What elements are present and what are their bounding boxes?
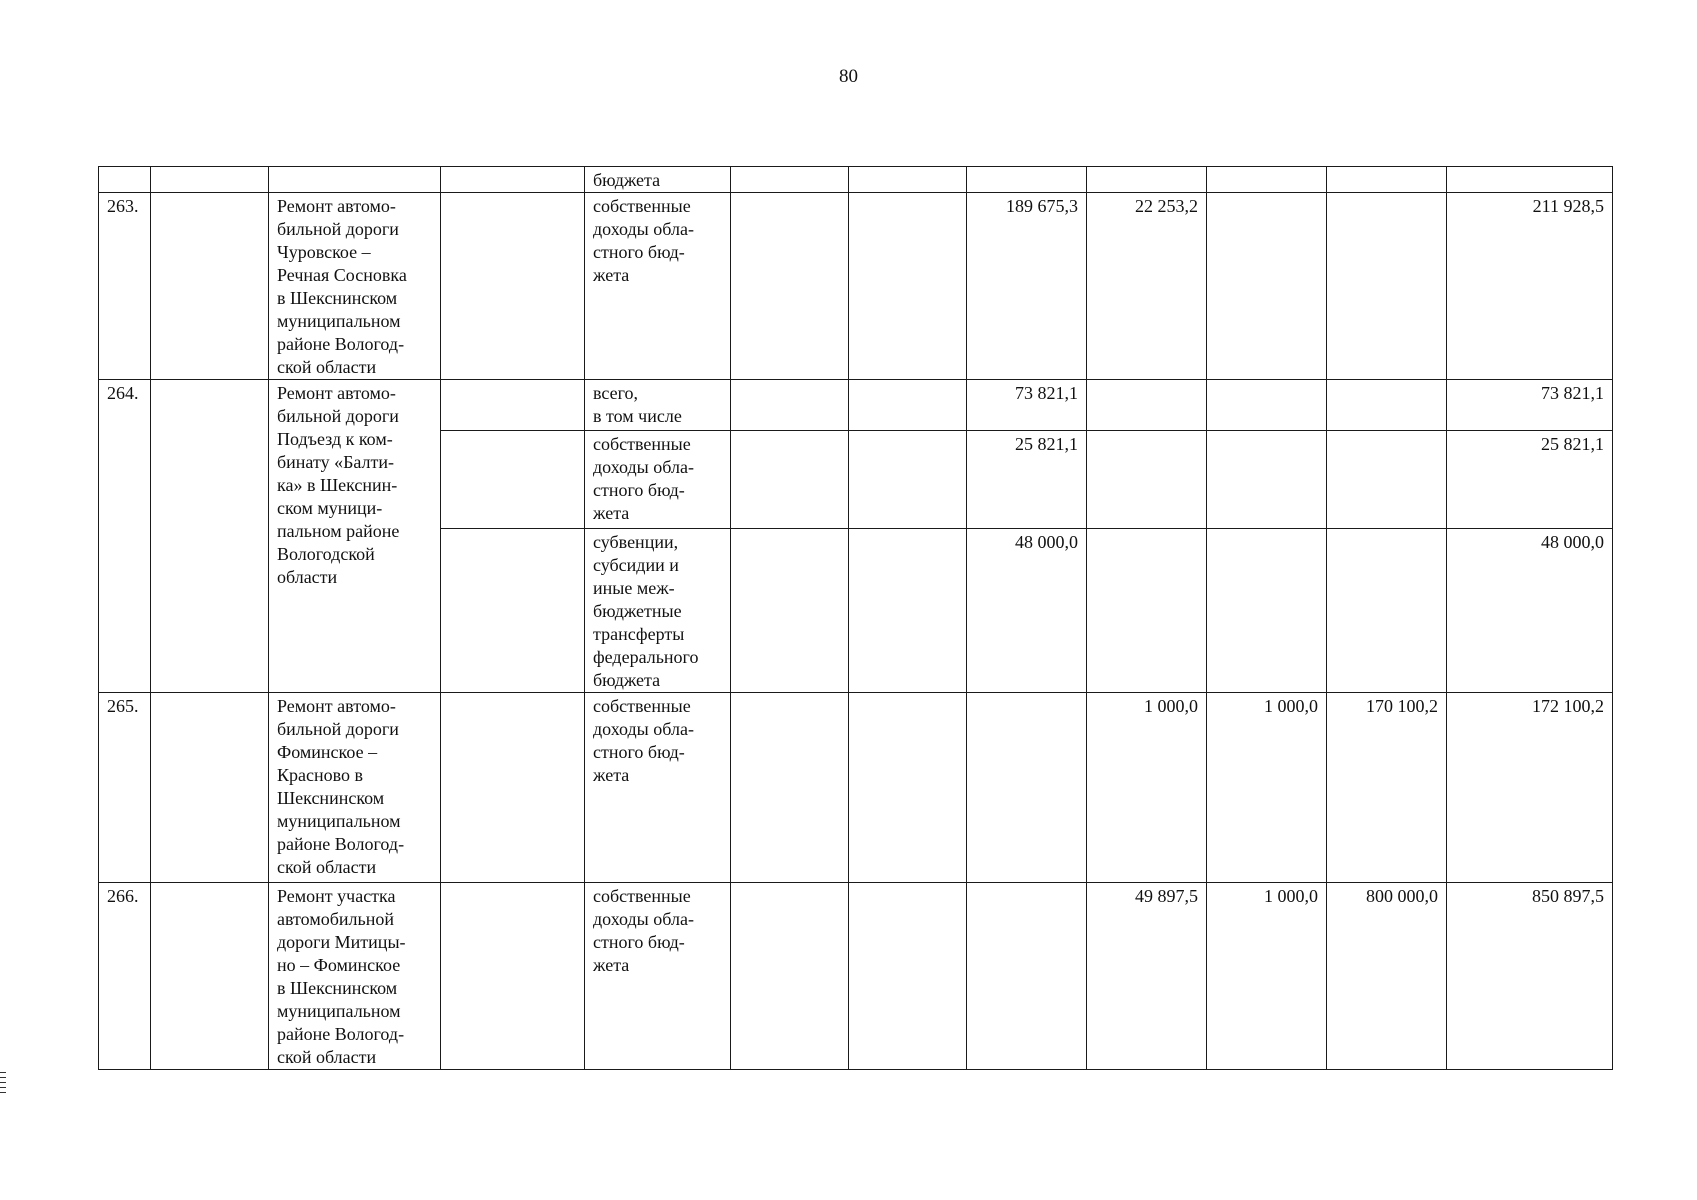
empty-cell (731, 693, 849, 883)
road-repair-table (98, 166, 1613, 1070)
object-name: Ремонт участка автомобильной дороги Митицы- но – Фоминское в Шекснинском муниципальном районе Вологод- ской области (269, 883, 441, 1070)
table-row (99, 693, 1613, 883)
funding-source: всего, в том числе (585, 380, 731, 431)
empty-cell (441, 193, 585, 380)
empty-cell (441, 431, 585, 529)
amount-cell (1327, 529, 1447, 693)
amount-cell (1327, 380, 1447, 431)
amount-cell: 1 000,0 (1087, 693, 1207, 883)
table-row (99, 883, 1613, 1070)
empty-cell (1447, 167, 1613, 193)
amount-cell (1327, 431, 1447, 529)
empty-cell (441, 380, 585, 431)
empty-cell (151, 193, 269, 380)
empty-cell (731, 167, 849, 193)
funding-source: субвенции, субсидии и иные меж- бюджетные трансферты федерального бюджета (585, 529, 731, 693)
funding-source: собственные доходы обла- стного бюд- жета (585, 693, 731, 883)
total-cell: 73 821,1 (1447, 380, 1613, 431)
amount-cell: 73 821,1 (967, 380, 1087, 431)
empty-cell (849, 431, 967, 529)
amount-cell: 800 000,0 (1327, 883, 1447, 1070)
empty-cell (99, 167, 151, 193)
continuation-row (99, 167, 1613, 193)
table-row (99, 380, 1613, 431)
amount-cell: 170 100,2 (1327, 693, 1447, 883)
empty-cell (151, 883, 269, 1070)
empty-cell (731, 380, 849, 431)
empty-cell (151, 167, 269, 193)
empty-cell (269, 167, 441, 193)
total-cell: 25 821,1 (1447, 431, 1613, 529)
empty-cell (441, 529, 585, 693)
row-index: 266. (99, 883, 151, 1070)
empty-cell (849, 883, 967, 1070)
empty-cell (441, 167, 585, 193)
empty-cell (151, 380, 269, 693)
amount-cell (967, 693, 1087, 883)
funding-source: собственные доходы обла- стного бюд- жета (585, 883, 731, 1070)
empty-cell (151, 693, 269, 883)
empty-cell (1207, 167, 1327, 193)
empty-cell (849, 529, 967, 693)
amount-cell: 189 675,3 (967, 193, 1087, 380)
empty-cell (731, 193, 849, 380)
amount-cell (1087, 529, 1207, 693)
funding-source: собственные доходы обла- стного бюд- жета (585, 431, 731, 529)
row-index: 263. (99, 193, 151, 380)
amount-cell (1207, 193, 1327, 380)
amount-cell (1327, 193, 1447, 380)
total-cell: 172 100,2 (1447, 693, 1613, 883)
empty-cell (731, 431, 849, 529)
empty-cell (731, 883, 849, 1070)
row-index: 264. (99, 380, 151, 693)
amount-cell: 49 897,5 (1087, 883, 1207, 1070)
amount-cell (1087, 380, 1207, 431)
amount-cell: 1 000,0 (1207, 693, 1327, 883)
object-name: Ремонт автомо- бильной дороги Чуровское – Речная Сосновка в Шекснинском муниципальном районе Вологод- ской области (269, 193, 441, 380)
total-cell: 211 928,5 (1447, 193, 1613, 380)
empty-cell (849, 193, 967, 380)
empty-cell (731, 529, 849, 693)
total-cell: 48 000,0 (1447, 529, 1613, 693)
empty-cell (441, 883, 585, 1070)
page-number: 80 (839, 66, 858, 87)
amount-cell (967, 883, 1087, 1070)
total-cell: 850 897,5 (1447, 883, 1613, 1070)
amount-cell: 25 821,1 (967, 431, 1087, 529)
empty-cell (967, 167, 1087, 193)
funding-source: собственные доходы обла- стного бюд- жета (585, 193, 731, 380)
object-name: Ремонт автомо- бильной дороги Подъезд к ком- бинату «Балти- ка» в Шекснин- ском муници- пальном районе Вологодской области (269, 380, 441, 693)
amount-cell (1207, 380, 1327, 431)
empty-cell (849, 380, 967, 431)
empty-cell (441, 693, 585, 883)
row-index: 265. (99, 693, 151, 883)
amount-cell: 1 000,0 (1207, 883, 1327, 1070)
amount-cell (1087, 431, 1207, 529)
table-row (99, 193, 1613, 380)
amount-cell (1207, 431, 1327, 529)
object-name: Ремонт автомо- бильной дороги Фоминское – Красново в Шекснинском муниципальном районе Вологод- ской области (269, 693, 441, 883)
empty-cell (1327, 167, 1447, 193)
empty-cell (849, 693, 967, 883)
empty-cell (849, 167, 967, 193)
source-cell: бюджета (585, 167, 731, 193)
amount-cell (1207, 529, 1327, 693)
amount-cell: 48 000,0 (967, 529, 1087, 693)
empty-cell (1087, 167, 1207, 193)
amount-cell: 22 253,2 (1087, 193, 1207, 380)
scan-edge-marks (0, 1072, 6, 1097)
